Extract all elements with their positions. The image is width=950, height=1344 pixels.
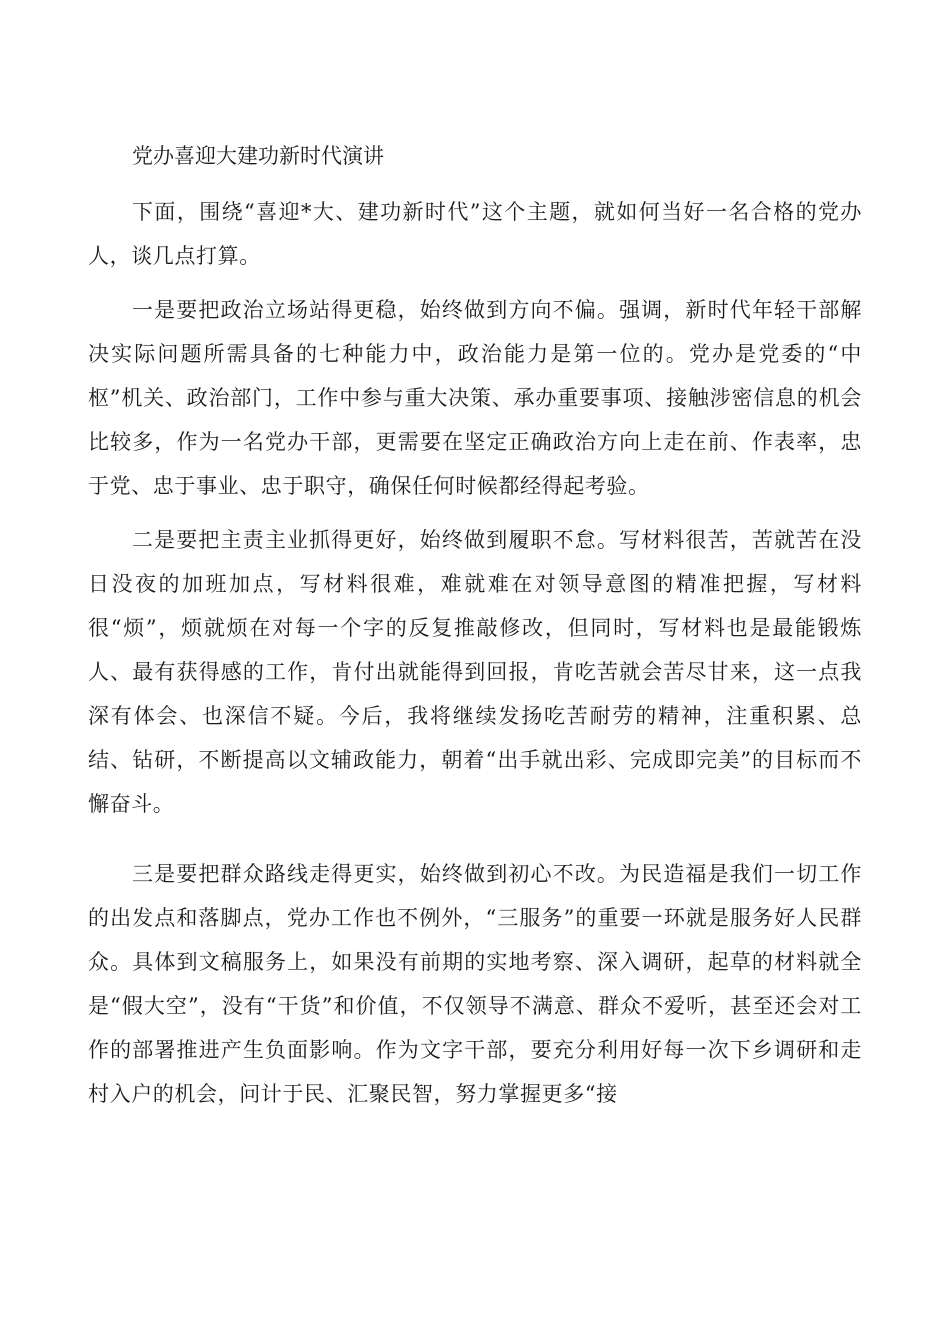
- paragraph-main-duties: 二是要把主责主业抓得更好，始终做到履职不怠。写材料很苦，苦就苦在没日没夜的加班加点，写材料很难，难就难在对领导意图的精准把握，写材料很“烦”，烦就烦在对每一个字的反复推敲修改，但同时，写材料也是最能锻炼人、最有获得感的工作，肯付出就能得到回报，肯吃苦就会苦尽甘来，这一点我深有体会、也深信不疑。今后，我将继续发扬吃苦耐劳的精神，注重积累、总结、钻研，不断提高以文辅政能力，朝着“出手就出彩、完成即完美”的目标而不懈奋斗。: [88, 528, 862, 816]
- paragraph-political-stance: 一是要把政治立场站得更稳，始终做到方向不偏。强调，新时代年轻干部解决实际问题所需具备的七种能力中，政治能力是第一位的。党办是党委的“中枢”机关、政治部门，工作中参与重大决策、承办重要事项、接触涉密信息的机会比较多，作为一名党办干部，更需要在坚定正确政治方向上走在前、作表率，忠于党、忠于事业、忠于职守，确保任何时候都经得起考验。: [88, 298, 862, 498]
- paragraph-mass-line: 三是要把群众路线走得更实，始终做到初心不改。为民造福是我们一切工作的出发点和落脚点，党办工作也不例外，“三服务”的重要一环就是服务好人民群众。具体到文稿服务上，如果没有前期的实地考察、深入调研，起草的材料就全是“假大空”，没有“干货”和价值，不仅领导不满意、群众不爱听，甚至还会对工作的部署推进产生负面影响。作为文字干部，要充分利用好每一次下乡调研和走村入户的机会，问计于民、汇聚民智，努力掌握更多“接: [88, 862, 862, 1106]
- document-title: 党办喜迎大建功新时代演讲: [132, 144, 384, 168]
- paragraph-intro: 下面，围绕“喜迎*大、建功新时代”这个主题，就如何当好一名合格的党办人，谈几点打算。: [88, 200, 862, 268]
